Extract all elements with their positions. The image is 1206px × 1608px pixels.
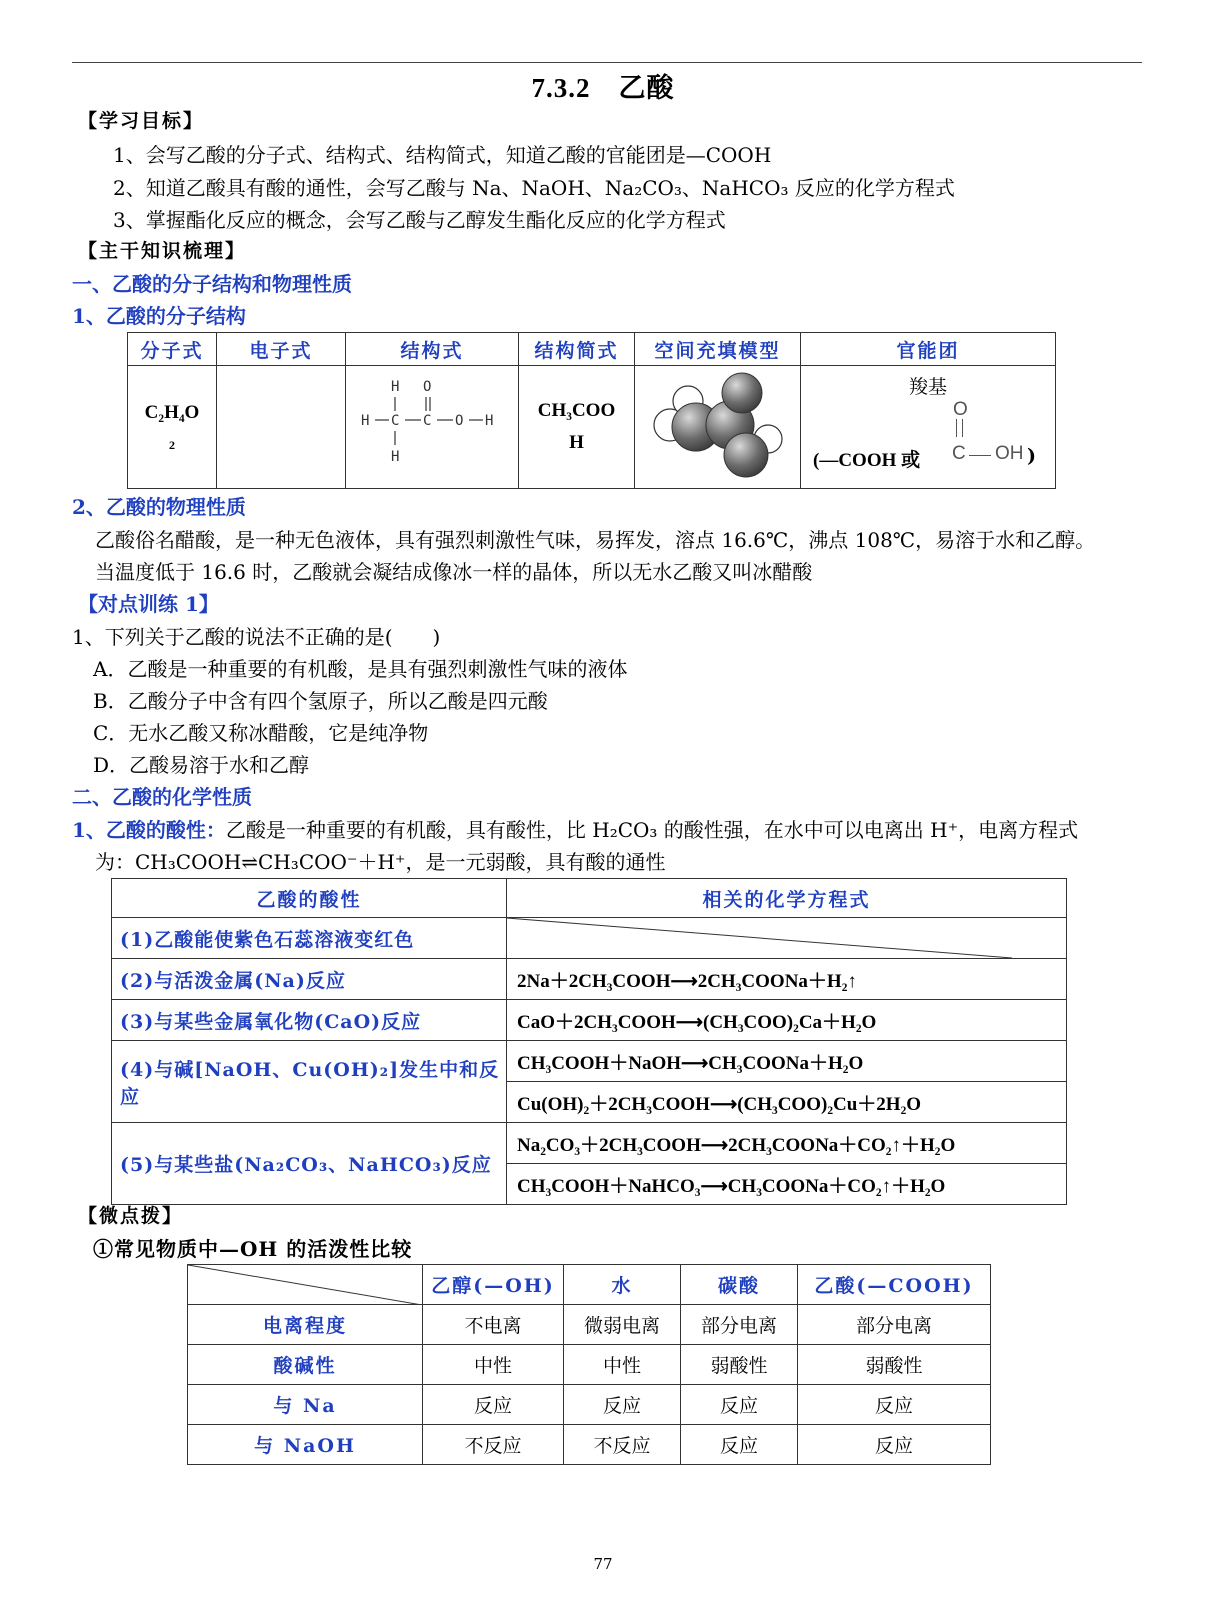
table-cell: 不反应: [564, 1425, 681, 1465]
table-cell: 中性: [564, 1345, 681, 1385]
table-header: 分子式: [128, 333, 217, 366]
table-header: 结构简式: [519, 333, 635, 366]
atom-c: C: [391, 412, 400, 429]
subsection-heading: 1、乙酸的分子结构: [72, 304, 246, 328]
row-header: 与 NaOH: [188, 1425, 423, 1465]
atom-h: H: [391, 448, 400, 465]
diagonal-line: [507, 918, 1063, 958]
paragraph-line: 为：CH₃COOH⇌CH₃COO⁻＋H⁺，是一元弱酸，具有酸的通性: [95, 850, 666, 874]
atom-c: C: [423, 412, 432, 429]
equation: 2Na＋2CH₃COOH⟶2CH₃COONa＋H₂↑: [507, 959, 1067, 1000]
table-cell: 弱酸性: [681, 1345, 798, 1385]
group-c: C: [952, 442, 966, 464]
column-header: 水: [564, 1265, 681, 1305]
option-c: C．无水乙酸又称冰醋酸，它是纯净物: [93, 721, 429, 745]
simple-formula-cell: [519, 366, 635, 489]
page-title: 7.3.2 乙酸: [531, 73, 675, 103]
table-header: 官能团: [801, 333, 1056, 366]
subsection-heading: 2、乙酸的物理性质: [72, 495, 246, 519]
table-cell: 部分电离: [798, 1305, 991, 1345]
objective-item: 3、掌握酯化反应的概念，会写乙酸与乙醇发生酯化反应的化学方程式: [113, 208, 726, 232]
structural-formula-cell: [346, 366, 519, 489]
simple-formula: CH₃COO: [537, 400, 616, 421]
table-cell: 弱酸性: [798, 1345, 991, 1385]
table-cell: 反应: [798, 1385, 991, 1425]
simple-formula-cont: H: [569, 432, 584, 453]
paragraph-line: 乙酸俗名醋酸，是一种无色液体，具有强烈刺激性气味，易挥发，溶点 16.6℃，沸点 108℃，易溶于水和乙醇。: [95, 528, 1096, 552]
molecular-formula-cell: [128, 366, 217, 489]
table-row: [188, 1385, 991, 1425]
group-prefix: (—COOH 或: [813, 449, 921, 471]
column-header: 乙酸(—COOH): [798, 1265, 991, 1305]
table-cell: 反应: [798, 1425, 991, 1465]
table-row: [188, 1305, 991, 1345]
electron-formula-cell: [217, 366, 346, 489]
section-heading: 二、乙酸的化学性质: [72, 785, 252, 809]
acidity-table: [111, 878, 1067, 1205]
table-cell: 不反应: [423, 1425, 564, 1465]
row-header: 电离程度: [188, 1305, 423, 1345]
practice-heading: 【对点训练 1】: [78, 592, 219, 616]
table-cell: 反应: [564, 1385, 681, 1425]
row-header: 与 Na: [188, 1385, 423, 1425]
header-rule: [72, 62, 1142, 63]
atom-h: H: [361, 412, 370, 429]
table-cell: 反应: [681, 1385, 798, 1425]
table-header: 电子式: [217, 333, 346, 366]
objective-item: 2、知道乙酸具有酸的通性，会写乙酸与 Na、NaOH、Na₂CO₃、NaHCO₃ 反应的化学方程式: [113, 176, 955, 200]
atom-o: O: [423, 378, 432, 395]
space-filling-model-cell: [635, 366, 801, 489]
diagonal-line: [188, 1265, 422, 1305]
column-header: 碳酸: [681, 1265, 798, 1305]
table-header: 空间充填模型: [635, 333, 801, 366]
tip-subheading: ①常见物质中—OH 的活泼性比较: [93, 1237, 413, 1261]
equation: CaO＋2CH₃COOH⟶(CH₃COO)₂Ca＋H₂O: [507, 1000, 1067, 1041]
page-number: 77: [593, 1555, 613, 1573]
row-header: 酸碱性: [188, 1345, 423, 1385]
property-label: (3)与某些金属氧化物(CaO)反应: [112, 1000, 507, 1041]
table-cell: 不电离: [423, 1305, 564, 1345]
table-cell: 微弱电离: [564, 1305, 681, 1345]
property-label: (2)与活泼金属(Na)反应: [112, 959, 507, 1000]
group-suffix: ): [1027, 444, 1036, 467]
property-label: (1)乙酸能使紫色石蕊溶液变红色: [112, 918, 507, 959]
group-o: O: [953, 398, 968, 420]
section-heading: 一、乙酸的分子结构和物理性质: [72, 272, 352, 296]
acid-label: 1、乙酸的酸性：: [72, 818, 226, 842]
table-row: [188, 1425, 991, 1465]
molecular-formula-subscript: 2: [169, 437, 175, 452]
equation: CH₃COOH＋NaHCO₃⟶CH₃COONa＋CO₂↑＋H₂O: [507, 1164, 1067, 1205]
functional-group-cell: [801, 366, 1056, 489]
property-label: (5)与某些盐(Na₂CO₃、NaHCO₃)反应: [112, 1123, 507, 1205]
paragraph-line: [72, 814, 1078, 843]
atom-h: H: [391, 378, 400, 395]
table-cell: 反应: [423, 1385, 564, 1425]
tip-heading: 【微点拨】: [78, 1205, 184, 1227]
functional-group-formula: [801, 399, 1055, 469]
table-cell: 部分电离: [681, 1305, 798, 1345]
option-a: A．乙酸是一种重要的有机酸，是具有强烈刺激性气味的液体: [93, 657, 628, 681]
structural-formula-diagram: [357, 375, 507, 475]
table-header: 结构式: [346, 333, 519, 366]
objectives-heading: 【学习目标】: [78, 110, 205, 132]
property-label: (4)与碱[NaOH、Cu(OH)₂]发生中和反应: [112, 1041, 507, 1123]
equation: Na₂CO₃＋2CH₃COOH⟶2CH₃COONa＋CO₂↑＋H₂O: [507, 1123, 1067, 1164]
single-bond: [969, 455, 991, 456]
atom-h: H: [485, 412, 494, 429]
corner-cell: [188, 1265, 423, 1305]
table-cell: 中性: [423, 1345, 564, 1385]
molecular-formula: C₂H₄O: [144, 401, 200, 423]
empty-equation-cell: [507, 918, 1067, 959]
equation: Cu(OH)₂＋2CH₃COOH⟶(CH₃COO)₂Cu＋2H₂O: [507, 1082, 1067, 1123]
acid-text: 乙酸是一种重要的有机酸，具有酸性，比 H₂CO₃ 的酸性强，在水中可以电离出 H⁺，电离方程式: [225, 818, 1079, 842]
space-filling-model-image: [648, 367, 788, 483]
table-row: [188, 1345, 991, 1385]
option-b: B．乙酸分子中含有四个氢原子，所以乙酸是四元酸: [93, 689, 548, 713]
equation: CH₃COOH＋NaOH⟶CH₃COONa＋H₂O: [507, 1041, 1067, 1082]
group-oh: OH: [995, 442, 1024, 464]
column-header: 乙醇(—OH): [423, 1265, 564, 1305]
structure-table: [127, 332, 1056, 489]
oh-comparison-table: [187, 1264, 991, 1465]
question-text: 1、下列关于乙酸的说法不正确的是( ): [72, 625, 441, 649]
functional-group-name: 羧基: [908, 375, 947, 398]
atom-o: O: [455, 412, 464, 429]
table-header: 相关的化学方程式: [507, 879, 1067, 918]
objective-item: 1、会写乙酸的分子式、结构式、结构简式，知道乙酸的官能团是—COOH: [113, 143, 772, 167]
table-cell: 反应: [681, 1425, 798, 1465]
paragraph-line: 当温度低于 16.6 时，乙酸就会凝结成像冰一样的晶体，所以无水乙酸又叫冰醋酸: [95, 560, 813, 584]
main-heading: 【主干知识梳理】: [78, 240, 247, 262]
double-bond: [956, 419, 963, 437]
table-header: 乙酸的酸性: [112, 879, 507, 918]
option-d: D．乙酸易溶于水和乙醇: [93, 753, 310, 777]
